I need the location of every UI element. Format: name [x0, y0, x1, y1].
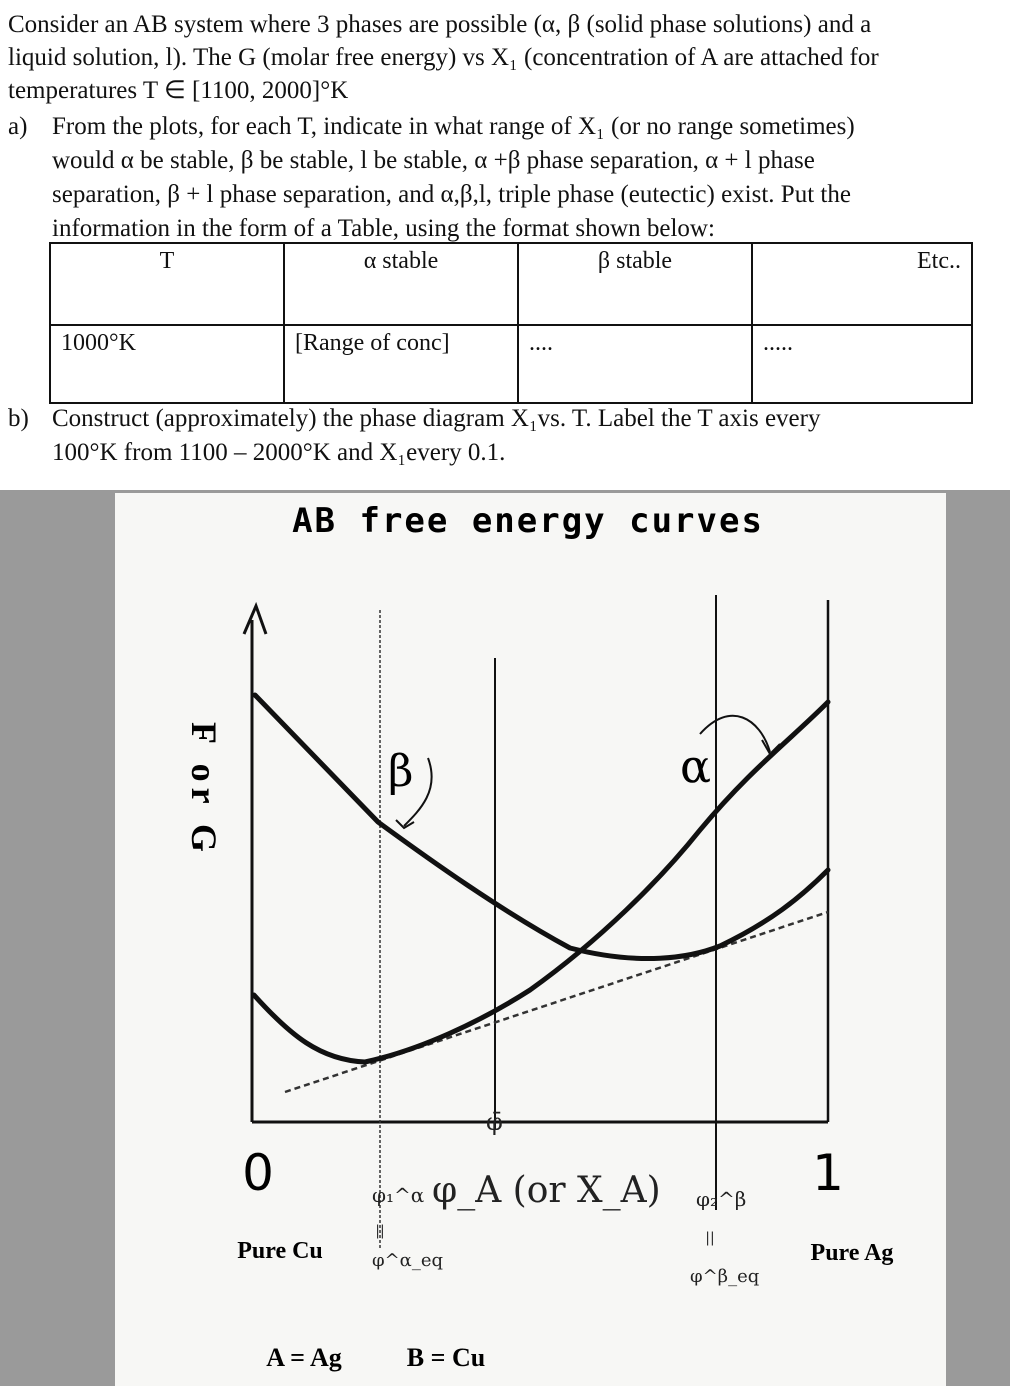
part-a-line-1: From the plots, for each T, indicate in what range of X₁ (or no range sometimes) — [52, 113, 855, 140]
cell-range: [Range of conc] — [284, 325, 518, 403]
cell-dots-1: .... — [518, 325, 752, 403]
part-a-line-2: would α be stable, β be stable, l be stable, α +β phase separation, α + l phase — [52, 147, 815, 174]
pure-cu-label: Pure Cu — [237, 1238, 323, 1264]
header-cell-beta-stable: β stable — [518, 243, 752, 325]
format-table-header-row — [50, 243, 972, 325]
intro-line-3: temperatures T ∈ [1100, 2000]°K — [8, 77, 349, 104]
x-axis-label: φ_A (or X_A) — [432, 1170, 661, 1211]
intro-line-2: liquid solution, l). The G (molar free energy) vs X₁ (concentration of A are attached for — [8, 44, 879, 71]
part-a-line-4: information in the form of a Table, using the format shown below: — [52, 215, 715, 242]
part-b-line-2: 100°K from 1100 – 2000°K and X₁every 0.1. — [52, 439, 506, 466]
cell-temperature: 1000°K — [50, 325, 284, 403]
question-text-block — [0, 0, 1010, 490]
cell-dots-2: ..... — [752, 325, 972, 403]
part-b-label: b) — [8, 405, 29, 432]
beta-curve-label: β — [388, 746, 414, 797]
annotation-phi1-alpha: φ₁^α — [372, 1183, 425, 1207]
header-cell-alpha-stable: α stable — [284, 243, 518, 325]
format-table — [49, 242, 973, 404]
annotation-phi-bar: φ̄ — [486, 1108, 503, 1136]
alpha-free-energy-curve — [254, 702, 828, 1062]
x-tick-zero: 0 — [242, 1144, 274, 1202]
annotation-equals-2: || — [705, 1230, 715, 1246]
annotation-phi-eq-alpha: φ^α_eq — [372, 1250, 444, 1271]
x-tick-one: 1 — [812, 1144, 844, 1202]
alpha-curve-label: α — [680, 739, 712, 793]
part-b-line-1: Construct (approximately) the phase diagram X₁vs. T. Label the T axis every — [52, 405, 821, 432]
beta-free-energy-curve — [255, 695, 828, 959]
y-axis-label: F or G — [184, 722, 224, 858]
free-energy-figure — [0, 490, 1010, 1386]
header-cell-etc: Etc.. — [752, 243, 972, 325]
annotation-equals-1: || — [375, 1223, 385, 1239]
annotation-phi-eq-beta: φ^β_eq — [690, 1266, 760, 1287]
question-intro — [8, 8, 998, 107]
a-equals-ag-label: A = Ag — [266, 1343, 342, 1372]
format-table-row — [50, 325, 972, 403]
intro-line-1: Consider an AB system where 3 phases are possible (α, β (solid phase solutions) and a — [8, 11, 872, 38]
pure-ag-label: Pure Ag — [810, 1240, 894, 1266]
y-axis-arrow-icon — [244, 606, 266, 634]
part-a-line-3: separation, β + l phase separation, and α,β,l, triple phase (eutectic) exist. Put the — [52, 181, 851, 208]
annotation-phi2-beta: φ₂^β — [696, 1187, 747, 1211]
header-cell-t: T — [50, 243, 284, 325]
part-a-label: a) — [8, 113, 28, 140]
figure-title: AB free energy curves — [292, 501, 764, 541]
b-equals-cu-label: B = Cu — [406, 1343, 486, 1372]
